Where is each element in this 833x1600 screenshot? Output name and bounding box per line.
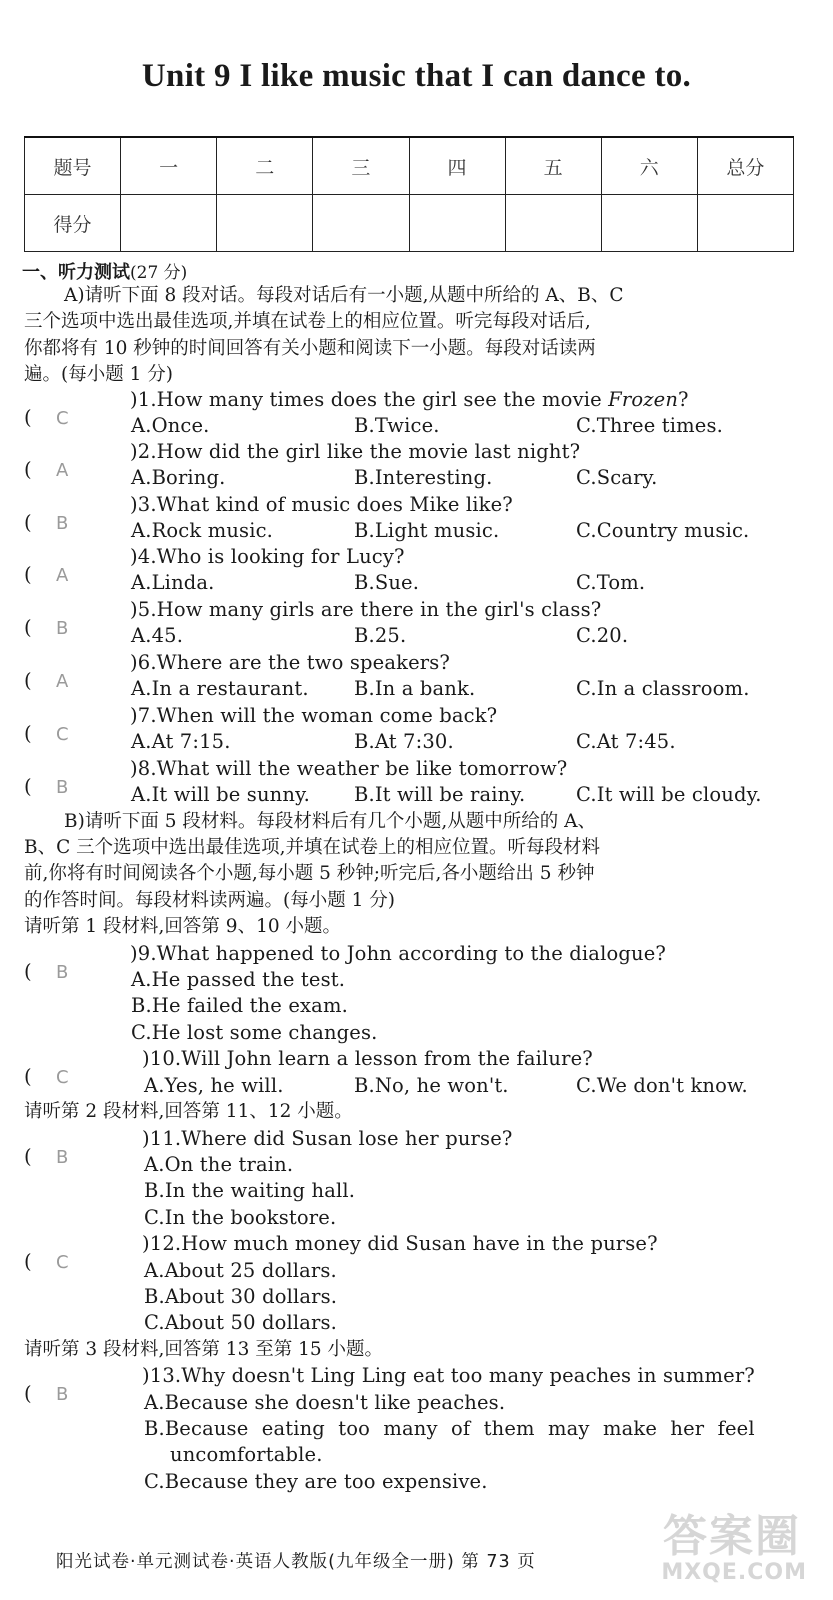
option-b: B.No, he won't.	[354, 1074, 509, 1097]
answer-mark: C	[56, 724, 69, 745]
part-b-instruction-line: 的作答时间。每段材料读两遍。(每小题 1 分)	[24, 890, 395, 911]
section-title-text: 一、听力测试	[22, 262, 130, 283]
question-text: )9.What happened to John according to the dialogue?	[130, 942, 666, 965]
part-b-instruction-line: B、C 三个选项中选出最佳选项,并填在试卷上的相应位置。听每段材料	[24, 837, 601, 858]
score-cell[interactable]	[121, 195, 217, 252]
question-13: ( B )13.Why doesn't Ling Ling eat too many peaches in summer?	[24, 1364, 755, 1405]
answer-mark: B	[56, 513, 69, 534]
option-c: C.Three times.	[576, 414, 723, 437]
answer-mark: A	[56, 565, 69, 586]
question-1: ( C )1.How many times does the girl see the movie Frozen?	[24, 388, 689, 429]
option-c: C.He lost some changes.	[131, 1021, 378, 1044]
option-c: C.At 7:45.	[576, 730, 676, 753]
question-12: ( C )12.How much money did Susan have in the purse?	[24, 1232, 658, 1273]
score-table	[24, 136, 794, 252]
option-a: A.Because she doesn't like peaches.	[144, 1391, 506, 1414]
option-a: A.Yes, he will.	[144, 1074, 284, 1097]
material-1-note: 请听第 1 段材料,回答第 9、10 小题。	[24, 916, 341, 937]
question-6: ( A )6.Where are the two speakers?	[24, 651, 450, 692]
section-title	[22, 258, 187, 284]
question-text: )4.Who is looking for Lucy?	[130, 545, 405, 568]
material-2-note: 请听第 2 段材料,回答第 11、12 小题。	[24, 1101, 353, 1122]
option-a: A.At 7:15.	[131, 730, 231, 753]
option-c: C.In a classroom.	[576, 677, 750, 700]
option-a: A.45.	[131, 624, 184, 647]
question-text: )7.When will the woman come back?	[130, 704, 498, 727]
question-8: ( B )8.What will the weather be like tomorrow?	[24, 757, 568, 798]
question-10: ( C )10.Will John learn a lesson from the failure?	[24, 1047, 593, 1088]
part-a-instruction-line: 你都将有 10 秒钟的时间回答有关小题和阅读下一小题。每段对话读两	[24, 338, 596, 359]
header-cell: 五	[505, 137, 601, 195]
option-a: A.On the train.	[144, 1153, 294, 1176]
option-c: C.Country music.	[576, 519, 750, 542]
option-c: C.About 50 dollars.	[144, 1311, 338, 1334]
option-b: B.Because eating too many of them may make her feel	[144, 1417, 755, 1440]
option-b: B.In the waiting hall.	[144, 1179, 356, 1202]
header-cell: 总分	[697, 137, 793, 195]
option-a: A.Linda.	[131, 571, 215, 594]
option-a: A.Once.	[131, 414, 210, 437]
score-table-score-row	[25, 195, 794, 252]
question-text: )10.Will John learn a lesson from the failure?	[142, 1047, 593, 1070]
question-9: ( B )9.What happened to John according to the dialogue?	[24, 942, 666, 983]
option-c: C.Because they are too expensive.	[144, 1470, 488, 1493]
option-b: B.25.	[354, 624, 407, 647]
header-cell: 三	[313, 137, 409, 195]
section-points: (27 分)	[130, 263, 188, 283]
movie-title: Frozen	[608, 388, 679, 411]
option-c: C.It will be cloudy.	[576, 783, 762, 806]
answer-mark: B	[56, 618, 69, 639]
answer-mark: A	[56, 460, 69, 481]
score-cell[interactable]	[601, 195, 697, 252]
question-text: )3.What kind of music does Mike like?	[130, 493, 513, 516]
row-label: 得分	[25, 195, 121, 252]
question-7: ( C )7.When will the woman come back?	[24, 704, 498, 745]
option-c: C.We don't know.	[576, 1074, 748, 1097]
header-cell: 二	[217, 137, 313, 195]
question-text-end: ?	[678, 388, 689, 411]
question-3: ( B )3.What kind of music does Mike like?	[24, 493, 513, 534]
option-a: A.It will be sunny.	[131, 783, 310, 806]
watermark-logo	[615, 1500, 815, 1590]
header-cell: 题号	[25, 137, 121, 195]
question-4: ( A )4.Who is looking for Lucy?	[24, 545, 405, 586]
option-b: B.At 7:30.	[354, 730, 454, 753]
answer-mark: B	[56, 1384, 69, 1405]
question-11: ( B )11.Where did Susan lose her purse?	[24, 1127, 513, 1168]
question-2: ( A )2.How did the girl like the movie last night?	[24, 440, 581, 481]
option-b: B.Sue.	[354, 571, 420, 594]
answer-mark: C	[56, 408, 69, 429]
option-b: B.Light music.	[354, 519, 500, 542]
score-cell[interactable]	[313, 195, 409, 252]
part-b-instruction-line: B)请听下面 5 段材料。每段材料后有几个小题,从题中所给的 A、	[64, 811, 596, 832]
option-c: C.Scary.	[576, 466, 658, 489]
question-text: )11.Where did Susan lose her purse?	[142, 1127, 513, 1150]
header-cell: 一	[121, 137, 217, 195]
answer-mark: B	[56, 962, 69, 983]
option-b: B.In a bank.	[354, 677, 476, 700]
score-cell[interactable]	[505, 195, 601, 252]
score-table-header-row	[25, 137, 794, 195]
option-c: C.In the bookstore.	[144, 1206, 337, 1229]
score-cell[interactable]	[697, 195, 793, 252]
option-c: C.20.	[576, 624, 629, 647]
unit-title: Unit 9 I like music that I can dance to.	[141, 58, 692, 94]
option-a: A.Boring.	[131, 466, 226, 489]
question-text: )5.How many girls are there in the girl's class?	[130, 598, 602, 621]
question-text: )13.Why doesn't Ling Ling eat too many peaches in summer?	[142, 1364, 755, 1387]
part-a-instruction-line: A)请听下面 8 段对话。每段对话后有一小题,从题中所给的 A、B、C	[64, 285, 624, 306]
question-text: )12.How much money did Susan have in the purse?	[142, 1232, 658, 1255]
part-a-instruction-line: 三个选项中选出最佳选项,并填在试卷上的相应位置。听完每段对话后,	[24, 311, 591, 332]
option-b-continued: uncomfortable.	[170, 1443, 323, 1466]
part-a-instruction-line: 遍。(每小题 1 分)	[24, 364, 173, 385]
header-cell: 六	[601, 137, 697, 195]
answer-mark: C	[56, 1067, 69, 1088]
answer-mark: C	[56, 1252, 69, 1273]
question-5: ( B )5.How many girls are there in the girl's class?	[24, 598, 602, 639]
header-cell: 四	[409, 137, 505, 195]
option-b: B.He failed the exam.	[131, 994, 348, 1017]
part-b-instruction-line: 前,你将有时间阅读各个小题,每小题 5 秒钟;听完后,各小题给出 5 秒钟	[24, 863, 595, 884]
question-text: )2.How did the girl like the movie last night?	[130, 440, 581, 463]
watermark-text: 答案圈	[663, 1511, 801, 1562]
option-b: B.About 30 dollars.	[144, 1285, 338, 1308]
answer-mark: B	[56, 777, 69, 798]
answer-mark: A	[56, 671, 69, 692]
option-c: C.Tom.	[576, 571, 646, 594]
option-b: B.It will be rainy.	[354, 783, 526, 806]
question-text: )1.How many times does the girl see the movie	[130, 388, 609, 411]
option-a: A.In a restaurant.	[131, 677, 309, 700]
watermark-url: MXQE.COM	[661, 1560, 807, 1585]
option-a: A.He passed the test.	[131, 968, 346, 991]
option-b: B.Interesting.	[354, 466, 493, 489]
material-3-note: 请听第 3 段材料,回答第 13 至第 15 小题。	[24, 1339, 384, 1360]
option-a: A.About 25 dollars.	[144, 1259, 337, 1282]
option-b: B.Twice.	[354, 414, 440, 437]
question-text: )6.Where are the two speakers?	[130, 651, 450, 674]
page-footer: 阳光试卷·单元测试卷·英语人教版(九年级全一册) 第 73 页	[56, 1552, 536, 1572]
score-cell[interactable]	[217, 195, 313, 252]
option-a: A.Rock music.	[131, 519, 274, 542]
answer-mark: B	[56, 1147, 69, 1168]
question-text: )8.What will the weather be like tomorrow?	[130, 757, 568, 780]
score-cell[interactable]	[409, 195, 505, 252]
